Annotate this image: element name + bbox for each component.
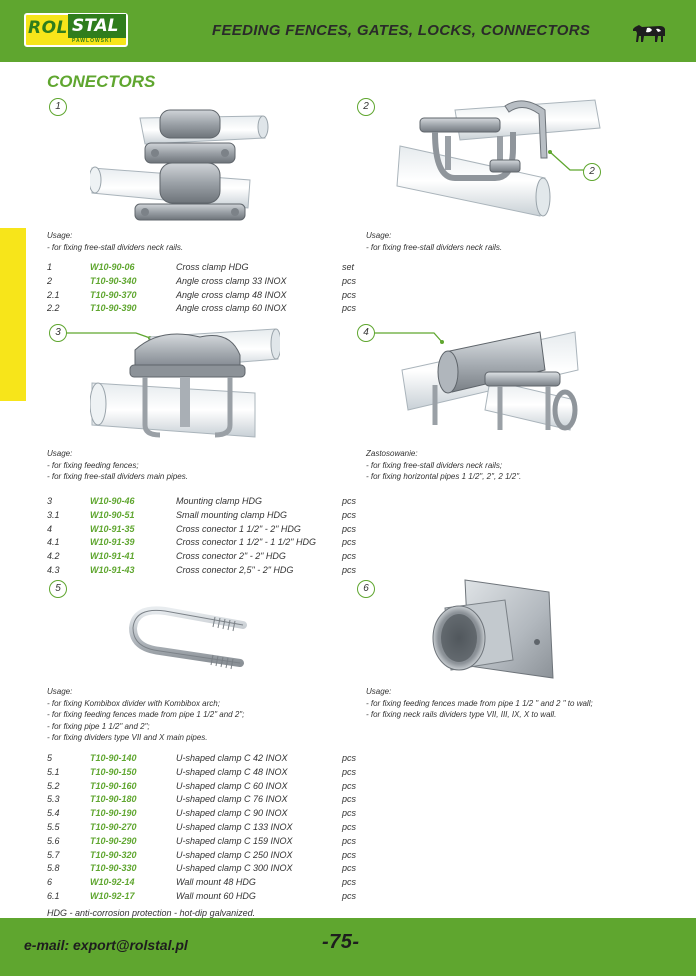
usage-line: - for fixing feeding fences made from pipe 1 1/2 " and 2 " to wall; [366,698,593,708]
table-row [47,523,367,537]
product-code: T10-90-290 [90,835,137,846]
usage-line: Usage: [47,687,73,696]
unit-label: pcs [342,496,357,506]
product-name: Cross conector 2" - 2" HDG [176,551,286,562]
unit-label: pcs [342,509,357,520]
table-row [47,509,367,523]
logo-text-stal: STAL [68,14,126,38]
product-name: Angle cross clamp 60 INOX [176,303,287,314]
product-number-6: 6 [357,580,375,598]
product-name: Mounting clamp HDG [176,496,263,506]
unit-label: pcs [342,780,357,791]
rolstal-logo [24,13,128,51]
unit-label: pcs [342,849,357,860]
product-name: U-shaped clamp C 300 INOX [176,863,293,874]
unit-label: pcs [342,523,357,534]
unit-label: pcs [342,863,357,874]
usage-line: - for fixing Kombibox divider with Kombibox arch; [47,698,220,708]
product-code: W10-92-17 [90,890,135,901]
product-table-3 [47,752,367,904]
item-number: 6.1 [47,890,60,901]
usage-text-1 [47,230,183,253]
product-code: T10-90-330 [90,863,137,874]
usage-text-2 [366,230,502,253]
product-code: T10-90-390 [90,303,137,314]
product-name: Cross conector 2,5" - 2" HDG [176,564,294,575]
usage-line: - for fixing free-stall dividers main pipes. [47,472,188,482]
product-name: U-shaped clamp C 48 INOX [176,766,288,777]
item-number: 5.1 [47,766,60,777]
product-name: Angle cross clamp 33 INOX [176,275,287,286]
unit-label: pcs [342,808,357,819]
table-row [47,752,367,766]
item-number: 5.5 [47,821,60,832]
unit-label: pcs [342,794,357,805]
unit-label: pcs [342,877,357,888]
usage-line: - for fixing free-stall dividers neck rails; [366,460,503,470]
product-code: W10-90-06 [90,262,135,272]
hdg-note: HDG - anti-corrosion protection - hot-dip galvanized. [47,908,256,918]
product-name: Cross conector 1 1/2" - 2" HDG [176,523,301,534]
item-number: 3 [47,496,53,506]
item-number: 6 [47,877,53,888]
item-number: 5.8 [47,863,60,874]
product-code: W10-91-39 [90,537,135,548]
table-row [47,289,367,303]
table-row [47,780,367,794]
product-code: W10-92-14 [90,877,135,888]
product-code: W10-90-46 [90,496,135,506]
unit-label: set [342,262,355,272]
product-code: T10-90-370 [90,289,137,300]
callout-number-2: 2 [583,163,601,181]
yellow-side-bar [0,228,26,401]
page-header [0,0,696,62]
item-number: 5.2 [47,780,60,791]
product-code: W10-91-43 [90,564,135,575]
mounting-clamp-image [90,325,280,445]
table-row [47,835,367,849]
usage-line: Usage: [366,231,392,240]
table-row [47,275,367,289]
product-name: U-shaped clamp C 90 INOX [176,808,288,819]
product-name: U-shaped clamp C 133 INOX [176,821,293,832]
product-code: W10-91-41 [90,551,135,562]
item-number: 2.1 [47,289,60,300]
table-row [47,495,367,509]
usage-line: - for fixing free-stall dividers neck rails. [47,242,184,252]
product-name: U-shaped clamp C 250 INOX [176,849,293,860]
unit-label: pcs [342,753,357,763]
item-number: 5.7 [47,849,60,860]
item-number: 5.3 [47,794,60,805]
logo-text-rol: ROL [28,18,68,38]
usage-line: - for fixing neck rails dividers type VII, III, IX, X to wall. [366,710,557,720]
table-row [47,261,367,275]
usage-line: Usage: [47,231,73,240]
page-footer [0,918,696,976]
product-name: U-shaped clamp C 42 INOX [176,753,288,763]
usage-text-5 [47,686,244,744]
unit-label: pcs [342,289,357,300]
product-number-2: 2 [357,98,375,116]
usage-line: - for fixing free-stall dividers neck rails. [366,242,503,252]
usage-line: Usage: [366,687,392,696]
table-row [47,766,367,780]
cross-clamp-image [90,108,270,228]
page-number: -75- [322,931,360,953]
product-name: U-shaped clamp C 76 INOX [176,794,288,805]
item-number: 1 [47,262,53,272]
u-shaped-clamp-image [125,603,250,673]
product-name: Small mounting clamp HDG [176,509,288,520]
unit-label: pcs [342,766,357,777]
unit-label: pcs [342,890,357,901]
table-row [47,550,367,564]
usage-text-3 [47,448,188,483]
product-number-3: 3 [49,324,67,342]
usage-line: - for fixing horizontal pipes 1 1/2", 2", 2 1/2". [366,472,522,482]
product-number-5: 5 [49,580,67,598]
item-number: 5.6 [47,835,60,846]
item-number: 2.2 [47,303,60,314]
logo-subtext: PAWLOWSKI [72,38,113,44]
product-name: Cross clamp HDG [176,262,249,272]
product-code: T10-90-190 [90,808,137,819]
unit-label: pcs [342,835,357,846]
item-number: 4 [47,523,53,534]
product-number-4: 4 [357,324,375,342]
table-row [47,876,367,890]
cow-icon [632,20,668,44]
product-code: W10-91-35 [90,523,135,534]
wall-mount-image [425,578,555,683]
header-title: FEEDING FENCES, GATES, LOCKS, CONNECTORS [212,22,591,39]
product-name: Cross conector 1 1/2" - 1 1/2" HDG [176,537,316,548]
table-row [47,302,367,316]
unit-label: pcs [342,551,357,562]
usage-text-6 [366,686,593,721]
table-row [47,862,367,876]
unit-label: pcs [342,537,357,548]
unit-label: pcs [342,275,357,286]
item-number: 4.2 [47,551,60,562]
product-code: T10-90-150 [90,766,137,777]
section-title: CONECTORS [47,72,156,91]
item-number: 5.4 [47,808,60,819]
usage-line: - for fixing pipe 1 1/2" and 2"; [47,721,150,731]
cross-conector-image [400,330,580,445]
table-row [47,890,367,904]
usage-line: - for fixing feeding fences; [47,460,139,470]
item-number: 2 [47,275,53,286]
product-code: T10-90-270 [90,821,137,832]
table-row [47,821,367,835]
product-table-1 [47,261,367,316]
product-name: Angle cross clamp 48 INOX [176,289,287,300]
product-table-2 [47,495,367,578]
product-name: Wall mount 60 HDG [176,890,256,901]
unit-label: pcs [342,821,357,832]
table-row [47,849,367,863]
table-row [47,793,367,807]
usage-line: - for fixing feeding fences made from pipe 1 1/2" and 2"; [47,710,245,720]
product-name: U-shaped clamp C 60 INOX [176,780,288,791]
product-code: T10-90-180 [90,794,137,805]
table-row [47,564,367,578]
product-code: W10-90-51 [90,509,135,520]
product-code: T10-90-320 [90,849,137,860]
table-row [47,807,367,821]
unit-label: pcs [342,303,357,314]
usage-text-4 [366,448,521,483]
product-code: T10-90-340 [90,275,137,286]
product-number-1: 1 [49,98,67,116]
table-row [47,536,367,550]
item-number: 3.1 [47,509,60,520]
product-name: U-shaped clamp C 159 INOX [176,835,293,846]
item-number: 5 [47,753,53,763]
usage-line: - for fixing dividers type VII and X main pipes. [47,733,208,743]
usage-line: Zastosowanie: [366,449,418,458]
product-name: Wall mount 48 HDG [176,877,256,888]
item-number: 4.1 [47,537,60,548]
unit-label: pcs [342,564,357,575]
footer-email: e-mail: export@rolstal.pl [24,937,188,953]
product-code: T10-90-160 [90,780,137,791]
product-code: T10-90-140 [90,753,137,763]
item-number: 4.3 [47,564,60,575]
usage-line: Usage: [47,449,73,458]
